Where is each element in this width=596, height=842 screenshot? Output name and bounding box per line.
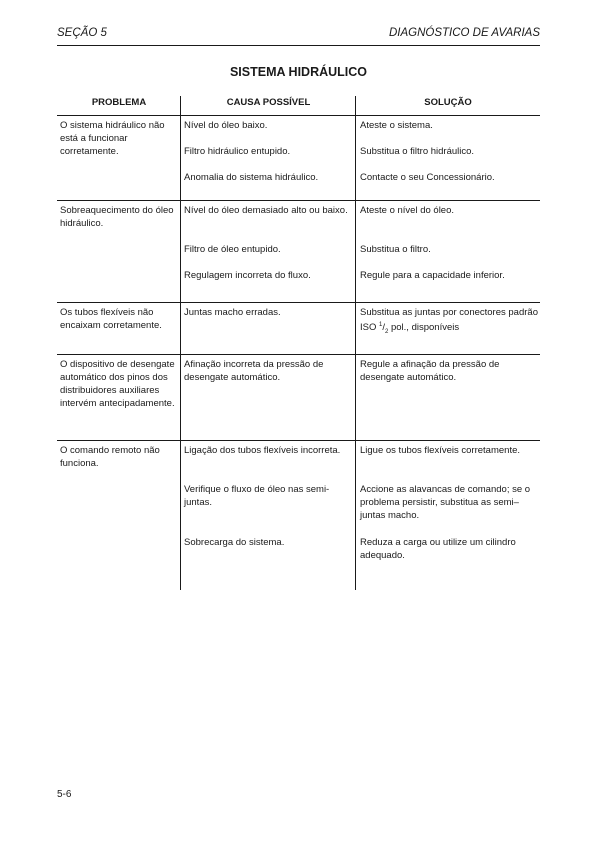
section-label: SEÇÃO 5 <box>57 27 107 39</box>
column-divider-1 <box>180 96 181 590</box>
row-2-cause-2: Filtro de óleo entupido. <box>184 244 281 255</box>
fraction-denominator: 2 <box>385 329 389 336</box>
row-1-problem: O sistema hidráulico não está a funcionar corretamente. <box>60 120 165 157</box>
fraction-numerator: 1 <box>379 322 383 328</box>
row-divider <box>57 302 540 303</box>
row-2-problem: Sobreaquecimento do óleo hidráulico. <box>60 205 174 229</box>
column-header-solution: SOLUÇÃO <box>424 97 472 108</box>
row-5-cause-2: Verifique o fluxo de óleo nas semi-juntas. <box>184 484 330 508</box>
page-title: SISTEMA HIDRÁULICO <box>229 65 368 79</box>
row-3-solution-1: Substitua as juntas por conectores padrão ISO $^1/_2$ pol., disponíveis <box>360 307 538 336</box>
column-divider-2 <box>355 96 356 590</box>
row-5-problem: O comando remoto não funciona. <box>60 445 160 469</box>
column-header-problem: PROBLEMA <box>91 97 147 108</box>
page-header <box>57 27 540 46</box>
row-5-solution-2: Accione as alavancas de comando; se o problema persistir, substitua as semi–juntas macho. <box>360 484 531 521</box>
row-divider <box>57 440 540 441</box>
row-5-cause-3: Sobrecarga do sistema. <box>184 537 285 548</box>
row-1-cause-3: Anomalia do sistema hidráulico. <box>184 172 319 183</box>
row-1-cause-2: Filtro hidráulico entupido. <box>184 146 291 157</box>
column-header-cause: CAUSA POSSÍVEL <box>226 97 311 108</box>
row-5-cause-1: Ligação dos tubos flexíveis incorreta. <box>184 445 341 456</box>
row-1-solution-2: Substitua o filtro hidráulico. <box>360 146 475 157</box>
row-4-solution-1: Regule a afinação da pressão de desengate automático. <box>360 359 500 383</box>
row-divider <box>57 200 540 201</box>
row-4-cause-1: Afinação incorreta da pressão de desengate automático. <box>184 359 324 383</box>
row-1-solution-3: Contacte o seu Concessionário. <box>360 172 495 183</box>
page-number: 5-6 <box>57 789 72 800</box>
row-2-solution-1: Ateste o nível do óleo. <box>360 205 455 216</box>
row-4-problem: O dispositivo de desengate automático dos pinos dos distribuidores auxiliares intervém antecipadamente. <box>60 359 175 409</box>
chapter-label: DIAGNÓSTICO DE AVARIAS <box>388 27 540 39</box>
row-2-solution-2: Substitua o filtro. <box>360 244 431 255</box>
row-3-problem: Os tubos flexíveis não encaixam corretamente. <box>60 307 162 331</box>
row-5-solution-1: Ligue os tubos flexíveis corretamente. <box>360 445 521 456</box>
row-3-cause-1: Juntas macho erradas. <box>184 307 281 318</box>
row-2-solution-3: Regule para a capacidade inferior. <box>360 270 505 281</box>
header-rule <box>57 115 540 116</box>
row-1-cause-1: Nível do óleo baixo. <box>184 120 268 131</box>
row-divider <box>57 354 540 355</box>
row-2-cause-3: Regulagem incorreta do fluxo. <box>184 270 311 281</box>
row-2-cause-1: Nível do óleo demasiado alto ou baixo. <box>184 205 348 216</box>
row-5-solution-3: Reduza a carga ou utilize um cilindro adequado. <box>360 537 516 561</box>
row-1-solution-1: Ateste o sistema. <box>360 120 433 131</box>
